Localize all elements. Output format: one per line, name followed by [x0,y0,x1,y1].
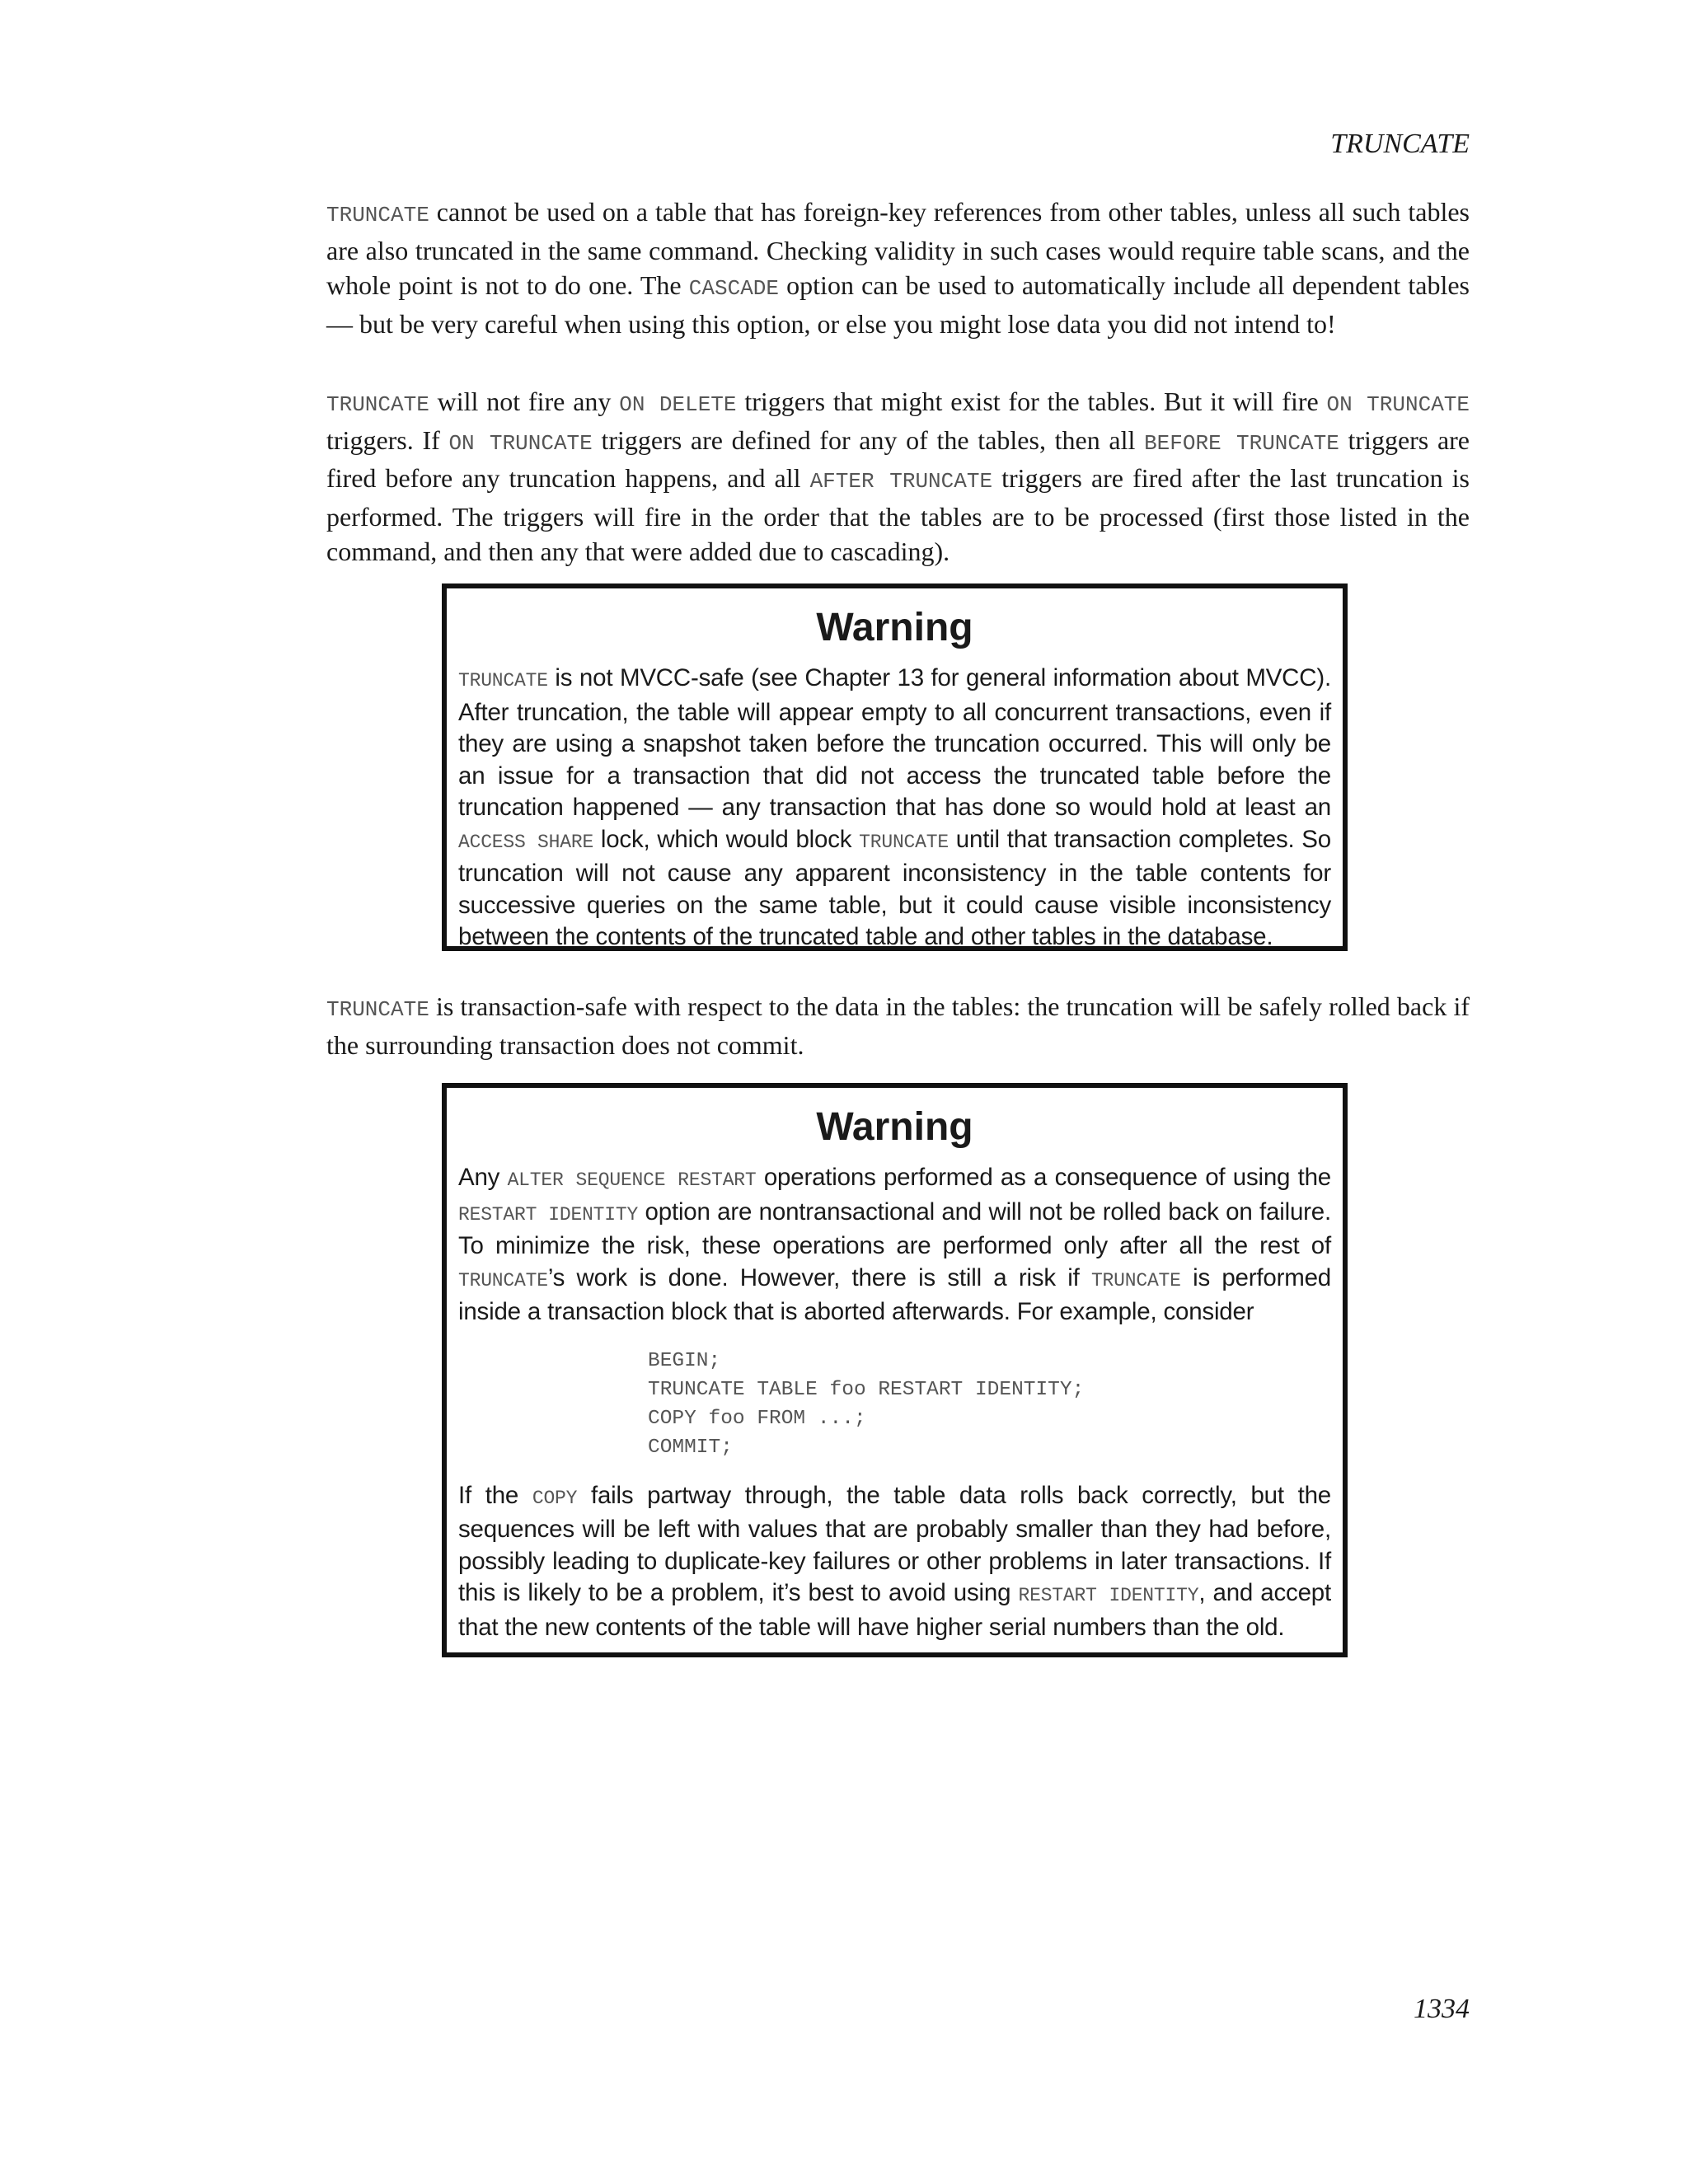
inline-code: TRUNCATE [326,203,429,227]
inline-code: TRUNCATE [458,670,548,691]
code-line: TRUNCATE TABLE foo RESTART IDENTITY; [648,1378,1085,1401]
inline-code: RESTART IDENTITY [458,1203,639,1226]
inline-code: CASCADE [688,276,779,301]
inline-code: ON DELETE [619,392,737,417]
warning-title: Warning [816,1105,973,1149]
paragraph-foreign-key: TRUNCATE cannot be used on a table that has foreign-key references from other tables, unless all such tables are also truncated in the same command. Checking validity in such cases would require table scans, and the whole point is not to do one. The CASCADE option can be used to automatically include all dependent tables — but be very careful when using this option, or else you might lose data you did not intend to! [326,197,1470,339]
warning-title: Warning [816,606,973,649]
inline-code: COPY [532,1487,578,1509]
code-line: COPY foo FROM ...; [648,1407,866,1430]
inline-code: ACCESS SHARE [458,831,594,853]
inline-code: ALTER SEQUENCE RESTART [507,1169,757,1191]
inline-code: TRUNCATE [1090,1269,1181,1291]
inline-code: TRUNCATE [326,392,429,417]
code-example [648,1347,1331,1462]
inline-code: TRUNCATE [458,1269,548,1291]
warning-box-restart-identity: Warning Any ALTER SEQUENCE RESTART operations performed as a consequence of using the RESTART IDENTITY option are nontransactional and will not be rolled back on failure. To minimize the risk, these operations are performed only after all the rest of TRUNCATE’s work is done. However, there is still a risk if TRUNCATE is performed inside a transaction block that is aborted afterwards. For example, consider BEGIN; TRUNCATE TABLE foo RESTART IDENTITY; COPY foo FROM ...; COMMIT; If the COPY fails partway through, the table data rolls back correctly, but the sequences will be left with values that are probably smaller than they had before, possibly leading to duplicate-key failures or other problems in later transactions. If this is likely to be a problem, it’s best to avoid using RESTART IDENTITY, and accept that the new contents of the table will have higher serial numbers than the old. [442,1083,1348,1657]
inline-code: AFTER TRUNCATE [809,469,993,494]
running-head: TRUNCATE [1330,129,1470,159]
page-number: 1334 [1414,1994,1470,2024]
code-line: BEGIN; [648,1349,721,1372]
inline-code: TRUNCATE [326,997,429,1022]
inline-code: ON TRUNCATE [1326,392,1470,417]
inline-code: TRUNCATE [859,831,949,853]
warning-box-mvcc: Warning TRUNCATE is not MVCC-safe (see Chapter 13 for general information about MVCC). After truncation, the table will appear empty to all concurrent transactions, even if they are using a snapshot taken before the truncation occurred. This will only be an issue for a transaction that did not access the truncated table before the truncation happened — any transaction that has done so would hold at least an ACCESS SHARE lock, which would block TRUNCATE until that transaction completes. So truncation will not cause any apparent inconsistency in the table contents for successive queries on the same table, but it could cause visible inconsistency between the contents of the truncated table and other tables in the database. [442,583,1348,951]
inline-code: RESTART IDENTITY [1018,1585,1199,1606]
paragraph-triggers: TRUNCATE will not fire any ON DELETE triggers that might exist for the tables. But it will fire ON TRUNCATE triggers. If ON TRUNCATE triggers are defined for any of the tables, then all BEFORE TRUNCATE triggers are fired before any truncation happens, and all AFTER TRUNCATE triggers are fired after the last truncation is performed. The triggers will fire in the order that the tables are to be processed (first those listed in the command, and then any that were added due to cascading). [326,387,1470,566]
paragraph-transaction-safe: TRUNCATE is transaction-safe with respect to the data in the tables: the truncation will be safely rolled back if the surrounding transaction does not commit. [326,991,1470,1060]
code-line: COMMIT; [648,1436,733,1459]
inline-code: BEFORE TRUNCATE [1144,430,1339,456]
inline-code: ON TRUNCATE [448,430,593,456]
